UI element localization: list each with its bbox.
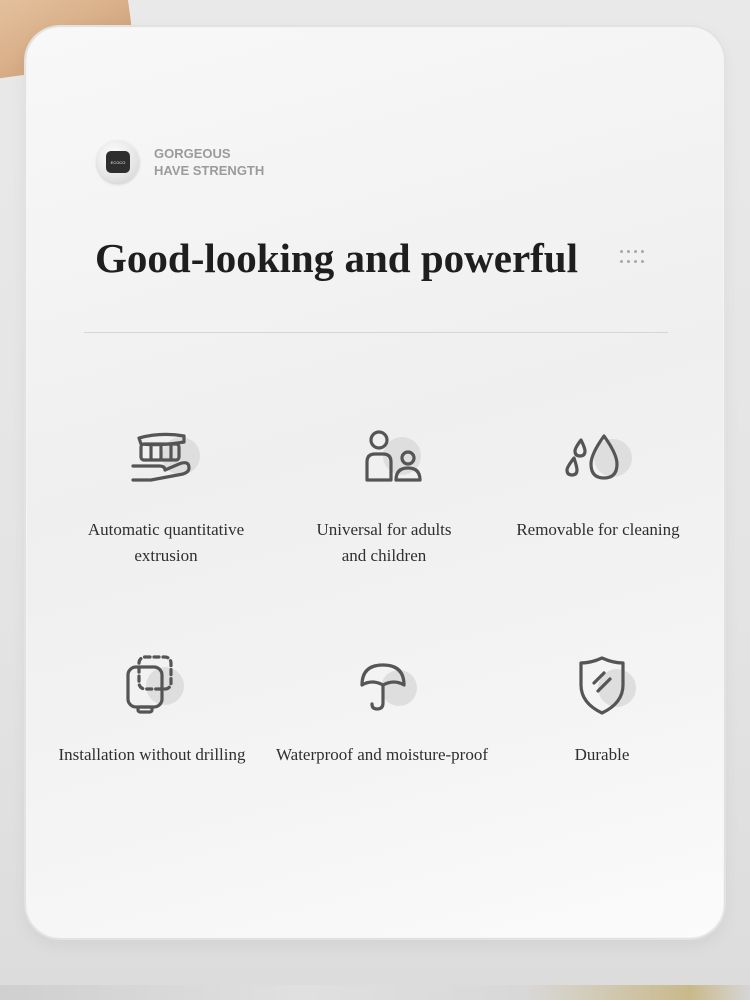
dots-decoration-icon — [620, 250, 644, 264]
feature-label-line1: Waterproof and moisture-proof — [275, 745, 488, 764]
feature-item — [269, 428, 499, 569]
feature-label-line1: Removable for cleaning — [516, 520, 680, 539]
umbrella-icon — [337, 653, 427, 715]
feature-label-line2: extrusion — [134, 546, 198, 565]
feature-label-line2: and children — [341, 546, 427, 565]
brand-tagline-line2: HAVE STRENGTH — [154, 163, 265, 178]
title-divider — [84, 332, 668, 333]
brand-tagline-line1: GORGEOUS — [154, 146, 231, 161]
feature-label-line1: Durable — [574, 745, 630, 764]
feature-card — [26, 27, 724, 938]
feature-item — [267, 653, 497, 768]
shield-icon — [557, 653, 647, 715]
brand-block — [97, 141, 264, 183]
feature-label-line1: Automatic quantitative — [87, 520, 245, 539]
brand-tagline — [154, 145, 264, 179]
adult-child-icon — [339, 428, 429, 490]
feature-label-line1: Installation without drilling — [58, 745, 246, 764]
feature-item — [51, 428, 281, 569]
page-title: Good-looking and powerful — [95, 235, 578, 281]
toothpaste-hand-icon — [121, 428, 211, 490]
bottom-edge-strip — [0, 985, 750, 1000]
feature-item — [483, 428, 713, 543]
feature-item — [487, 653, 717, 768]
water-drops-icon — [553, 428, 643, 490]
feature-label-line1: Universal for adults — [316, 520, 452, 539]
adhesive-mount-icon — [107, 653, 197, 715]
feature-item — [37, 653, 267, 768]
brand-logo-icon: ECOCO — [97, 141, 139, 183]
